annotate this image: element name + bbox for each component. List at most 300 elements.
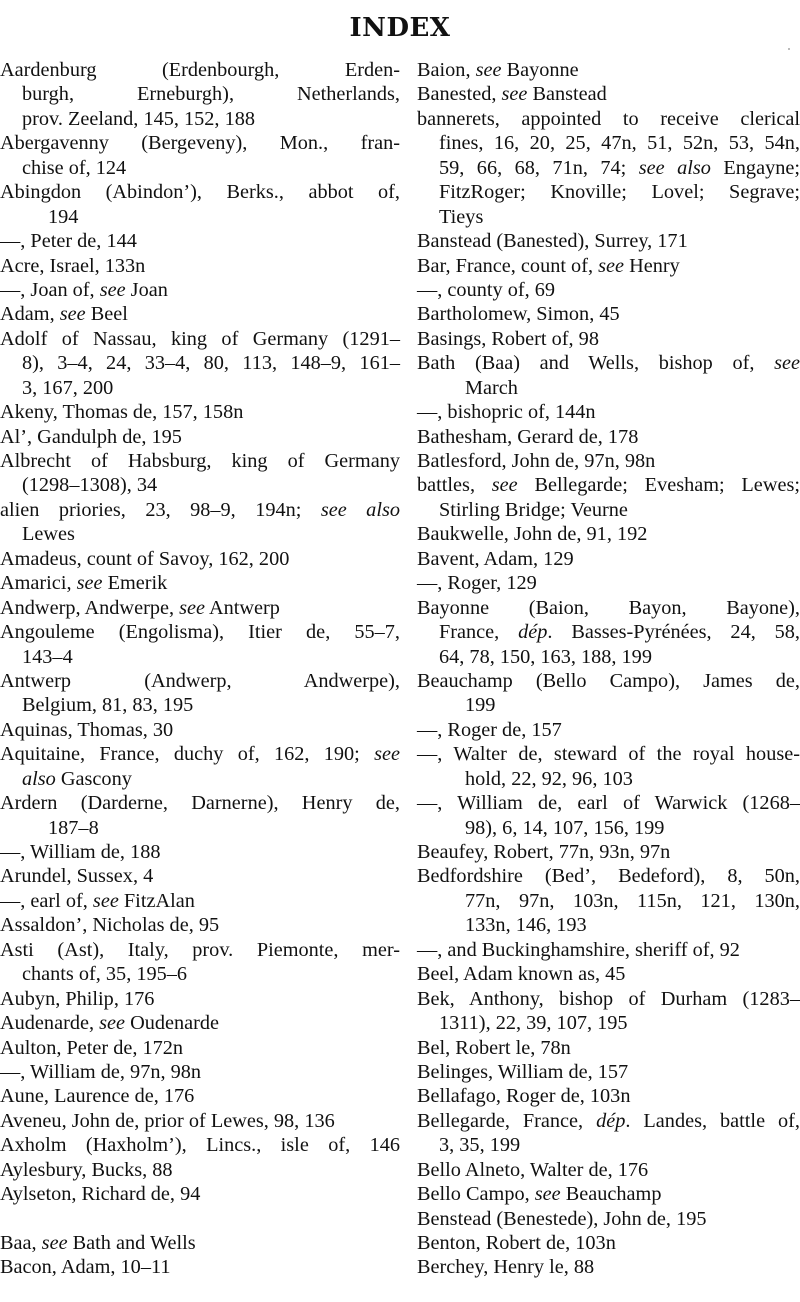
entry-text: Ardern (Darderne, Darnerne), Henry de, (0, 792, 400, 815)
entry-text: Bartholomew, Simon, 45 (417, 303, 620, 326)
index-entry-line (417, 425, 800, 449)
entry-text: 64, 78, 150, 163, 188, 199 (439, 645, 652, 668)
index-entry (0, 864, 400, 888)
index-entry-line (417, 522, 800, 546)
index-entry-line (417, 473, 800, 497)
index-entry (0, 1084, 400, 1108)
index-entry-line (0, 718, 400, 742)
index-entry-continuation (417, 1011, 800, 1035)
index-entry-line (0, 449, 400, 473)
index-entry (417, 718, 800, 742)
index-entry (417, 327, 800, 351)
index-entry (417, 571, 800, 595)
index-entry (0, 620, 400, 669)
index-entry-line (417, 1255, 800, 1279)
index-entry (417, 1182, 800, 1206)
index-entry-line (0, 938, 400, 962)
index-entry-continuation (417, 816, 800, 840)
index-entry-continuation (417, 645, 800, 669)
index-entry (417, 547, 800, 571)
index-entry-line (0, 1133, 400, 1157)
entry-text: burgh, Erneburgh), Netherlands, (22, 83, 400, 106)
index-entry (0, 596, 400, 620)
entry-text: —, Peter de, 144 (0, 230, 137, 253)
entry-text: Bacon, Adam, 10–11 (0, 1256, 171, 1279)
letter-section-gap (0, 1207, 400, 1231)
index-entry-line (417, 278, 800, 302)
index-entry (0, 229, 400, 253)
index-entry-line (0, 498, 400, 522)
cross-reference-label: see (491, 474, 518, 497)
index-entry-continuation (0, 693, 400, 717)
entry-text: Bek, Anthony, bishop of Durham (1283– (417, 987, 800, 1010)
cross-reference-label: see (99, 278, 126, 301)
entry-text: 59, 66, 68, 71n, 74; (439, 156, 639, 179)
entry-text: Arundel, Sussex, 4 (0, 865, 154, 888)
index-entry-line (0, 864, 400, 888)
index-entry (0, 425, 400, 449)
index-entry-continuation (0, 107, 400, 131)
index-entry-line (0, 596, 400, 620)
cross-reference-label: see (179, 596, 206, 619)
index-entry (0, 180, 400, 229)
cross-reference-label: see also (320, 498, 400, 521)
entry-text: Assaldon’, Nicholas de, 95 (0, 914, 220, 937)
cross-reference-target: Gascony (55, 767, 132, 790)
cross-reference-target: Bellegarde; Evesham; Lewes; (517, 474, 800, 497)
cross-reference-target: . Basses-Pyrénées, 24, 58, (547, 621, 800, 644)
entry-text: Baa, (0, 1232, 42, 1254)
entry-text: Bath (Baa) and Wells, bishop of, (417, 352, 775, 375)
index-entry-line (417, 718, 800, 742)
cross-reference-label: also (22, 767, 56, 790)
entry-text: Audenarde, (0, 1012, 100, 1035)
index-entry-continuation (417, 180, 800, 204)
index-entry-line (417, 547, 800, 571)
entry-text: Banested, (417, 83, 502, 106)
page-title: INDEX (349, 13, 451, 44)
index-entry-continuation (0, 522, 400, 546)
cross-reference-label: see (475, 59, 502, 81)
entry-text: Akeny, Thomas de, 157, 158n (0, 401, 244, 424)
index-entry (417, 302, 800, 326)
index-entry-continuation (0, 962, 400, 986)
index-entry (0, 400, 400, 424)
index-entry (0, 302, 400, 326)
index-entry-continuation (417, 767, 800, 791)
index-entry-line (417, 107, 800, 131)
cross-reference-target: Engayne; (710, 156, 800, 179)
entry-text: Amadeus, count of Savoy, 162, 200 (0, 547, 290, 570)
entry-text: Asti (Ast), Italy, prov. Piemonte, mer- (0, 938, 400, 961)
index-entry-line (417, 1182, 800, 1206)
index-entry (0, 449, 400, 498)
entry-text: Belinges, William de, 157 (417, 1060, 629, 1083)
cross-reference-target: Beauchamp (560, 1183, 662, 1206)
index-entry (0, 742, 400, 791)
index-entry-line (0, 742, 400, 766)
index-entry (417, 449, 800, 473)
entry-text: Beauchamp (Bello Campo), James de, (417, 669, 800, 692)
index-entry (0, 547, 400, 571)
cross-reference-target: Henry (624, 254, 680, 277)
index-entry-continuation (417, 131, 800, 155)
cross-reference-target: FitzAlan (118, 889, 195, 912)
entry-text: Antwerp (Andwerp, Andwerpe), (0, 669, 400, 692)
cross-reference-label: see (59, 303, 86, 326)
entry-text: fines, 16, 20, 25, 47n, 51, 52n, 53, 54n, (439, 132, 800, 155)
index-entry-line (417, 596, 800, 620)
index-entry-line (0, 889, 400, 913)
index-entry-continuation (417, 498, 800, 522)
entry-text: —, William de, 188 (0, 841, 161, 863)
entry-text: Basings, Robert of, 98 (417, 327, 599, 350)
index-entry (417, 425, 800, 449)
cross-reference-label: see (774, 352, 800, 375)
index-entry (417, 522, 800, 546)
index-entry-line (0, 278, 400, 302)
index-entry (417, 1084, 800, 1108)
index-entry-line (0, 302, 400, 326)
index-entry-continuation (0, 156, 400, 180)
entry-text: Aune, Laurence de, 176 (0, 1085, 195, 1108)
index-entry-line (417, 1060, 800, 1084)
entry-text: 8), 3–4, 24, 33–4, 80, 113, 148–9, 161– (22, 352, 400, 375)
index-entry-line (417, 962, 800, 986)
entry-text: Abergavenny (Bergeveny), Mon., fran- (0, 132, 400, 155)
entry-text: Stirling Bridge; Veurne (439, 498, 628, 521)
index-entry-continuation (0, 205, 400, 229)
index-entry-line (417, 1036, 800, 1060)
index-entry-line (0, 1084, 400, 1108)
cross-reference-label: see (501, 83, 528, 106)
entry-text: Benton, Robert de, 103n (417, 1232, 616, 1254)
cross-reference-target: Emerik (102, 572, 168, 595)
index-entry-continuation (0, 473, 400, 497)
index-entry-continuation (417, 205, 800, 229)
cross-reference-label: see (92, 889, 119, 912)
index-entry-line (0, 547, 400, 571)
index-entry (417, 278, 800, 302)
index-entry-line (0, 913, 400, 937)
entry-text: (1298–1308), 34 (22, 474, 158, 497)
index-entry-line (0, 1109, 400, 1133)
entry-text: Aveneu, John de, prior of Lewes, 98, 136 (0, 1109, 335, 1132)
index-entry (0, 58, 400, 131)
index-entry-line (0, 229, 400, 253)
index-entry (0, 1182, 400, 1206)
entry-text: —, county of, 69 (417, 278, 556, 301)
index-entry-line (417, 302, 800, 326)
cross-reference-target: Banstead (527, 83, 607, 106)
index-entry-line (0, 400, 400, 424)
entry-text: Bellegarde, France, (417, 1109, 597, 1132)
index-entry-line (417, 449, 800, 473)
index-entry-line (0, 840, 400, 864)
index-entry-line (417, 351, 800, 375)
cross-reference-target: Beel (85, 303, 128, 326)
index-entry-line (0, 987, 400, 1011)
entry-text: 143–4 (22, 645, 73, 668)
index-entry (417, 938, 800, 962)
entry-text: Bayonne (Baion, Bayon, Bayone), (417, 596, 800, 619)
index-entry-line (417, 1207, 800, 1231)
entry-text: Tieys (439, 205, 484, 228)
entry-text: alien priories, 23, 98–9, 194n; (0, 498, 321, 521)
entry-text: Benstead (Benestede), John de, 195 (417, 1207, 707, 1230)
entry-text: Albrecht of Habsburg, king of Germany (0, 450, 400, 472)
cross-reference-label: see also (638, 156, 711, 179)
entry-text: Aquinas, Thomas, 30 (0, 718, 174, 741)
index-entry-line (0, 1036, 400, 1060)
cross-reference-label: see (534, 1183, 561, 1206)
index-entry (0, 1011, 400, 1035)
index-entry (417, 473, 800, 522)
entry-text: 199 (465, 694, 496, 717)
index-entry-continuation (0, 82, 400, 106)
index-entry (417, 58, 800, 82)
entry-text: Bellafago, Roger de, 103n (417, 1085, 631, 1108)
index-entry-line (417, 864, 800, 888)
index-entry (417, 107, 800, 229)
index-entry-continuation (0, 816, 400, 840)
index-entry-line (0, 791, 400, 815)
entry-text: 98), 6, 14, 107, 156, 199 (465, 816, 665, 839)
entry-text: Axholm (Haxholm’), Lincs., isle of, 146 (0, 1134, 400, 1157)
index-entry-continuation (0, 767, 400, 791)
entry-text: Aquitaine, France, duchy of, 162, 190; (0, 743, 375, 766)
index-entry (417, 1036, 800, 1060)
index-entry-line (0, 425, 400, 449)
index-entry (0, 1060, 400, 1084)
cross-reference-target: Bayonne (501, 59, 579, 81)
entry-text: —, William de, 97n, 98n (0, 1060, 202, 1083)
index-entry-continuation (0, 376, 400, 400)
entry-text: Batlesford, John de, 97n, 98n (417, 450, 656, 472)
index-entry (417, 1255, 800, 1279)
entry-text: Adolf of Nassau, king of Germany (1291– (0, 327, 400, 350)
index-entry (0, 1133, 400, 1157)
entry-text: Banstead (Banested), Surrey, 171 (417, 230, 688, 253)
entry-text: battles, (417, 474, 492, 497)
index-entry (0, 889, 400, 913)
entry-text: Bel, Robert le, 78n (417, 1036, 571, 1059)
index-entry-line (417, 791, 800, 815)
index-entry (417, 1207, 800, 1231)
index-entry-continuation (0, 645, 400, 669)
index-entry-continuation (417, 1133, 800, 1157)
index-entry-line (417, 840, 800, 864)
entry-text: chise of, 124 (22, 156, 127, 179)
index-entry (417, 229, 800, 253)
index-entry-continuation (417, 620, 800, 644)
index-entry (0, 1036, 400, 1060)
cross-reference-label: see (76, 572, 103, 595)
index-entry (0, 254, 400, 278)
cross-reference-target: . Landes, battle of, (625, 1109, 800, 1132)
index-entry-continuation (417, 693, 800, 717)
index-column-right (417, 58, 800, 1280)
entry-text: Baukwelle, John de, 91, 192 (417, 523, 648, 546)
index-entry-line (417, 571, 800, 595)
entry-text: Bello Alneto, Walter de, 176 (417, 1158, 649, 1181)
index-entry (417, 791, 800, 840)
entry-text: Amarici, (0, 572, 77, 595)
entry-text: France, (439, 621, 519, 644)
index-entry-line (417, 1109, 800, 1133)
entry-text: Aylseton, Richard de, 94 (0, 1183, 201, 1206)
entry-text: —, Roger, 129 (417, 572, 537, 595)
entry-text: Andwerp, Andwerpe, (0, 596, 180, 619)
entry-text: Al’, Gandulph de, 195 (0, 425, 182, 448)
index-entry-line (0, 1231, 400, 1255)
entry-text: hold, 22, 92, 96, 103 (465, 767, 633, 790)
index-entry (417, 82, 800, 106)
index-entry-line (417, 1231, 800, 1255)
index-entry (0, 498, 400, 547)
index-entry (0, 327, 400, 400)
index-entry (0, 571, 400, 595)
entry-text: Beel, Adam known as, 45 (417, 963, 626, 986)
entry-text: Lewes (22, 523, 75, 546)
cross-reference-label: see (374, 743, 400, 766)
index-entry-line (0, 1060, 400, 1084)
index-entry (417, 1060, 800, 1084)
cross-reference-target: Joan (125, 278, 168, 301)
index-entry-line (417, 669, 800, 693)
index-entry (0, 718, 400, 742)
scan-speck (788, 48, 790, 50)
index-entry-line (417, 1084, 800, 1108)
cross-reference-label: see (598, 254, 625, 277)
entry-text: —, and Buckinghamshire, sheriff of, 92 (417, 938, 740, 961)
entry-text: Abingdon (Abindon’), Berks., abbot of, (0, 181, 400, 204)
index-entry-line (0, 571, 400, 595)
entry-text: Aulton, Peter de, 172n (0, 1036, 184, 1059)
index-entry-line (0, 669, 400, 693)
index-entry (417, 351, 800, 400)
index-entry-line (417, 254, 800, 278)
index-entry-line (0, 1011, 400, 1035)
entry-text: Adam, (0, 303, 60, 326)
index-entry (417, 400, 800, 424)
cross-reference-target: Oudenarde (125, 1012, 220, 1035)
entry-text: —, Walter de, steward of the royal house- (417, 743, 800, 766)
index-entry-line (0, 180, 400, 204)
index-entry (0, 1109, 400, 1133)
entry-text: Baion, (417, 59, 476, 81)
index-entry-continuation (0, 351, 400, 375)
entry-text: prov. Zeeland, 145, 152, 188 (22, 107, 255, 130)
index-entry-line (0, 620, 400, 644)
index-entry-continuation (417, 913, 800, 937)
entry-text: —, earl of, (0, 889, 93, 912)
entry-text: bannerets, appointed to receive clerical (417, 107, 800, 130)
entry-text: Bavent, Adam, 129 (417, 547, 574, 570)
index-entry (0, 278, 400, 302)
entry-text: 133n, 146, 193 (465, 914, 587, 937)
index-entry-line (417, 327, 800, 351)
index-entry (0, 1231, 400, 1255)
entry-text: Aylesbury, Bucks, 88 (0, 1158, 173, 1181)
index-entry-line (0, 254, 400, 278)
index-entry (417, 962, 800, 986)
index-entry (0, 131, 400, 180)
index-entry (417, 864, 800, 937)
entry-text: March (465, 376, 518, 399)
index-entry (417, 596, 800, 669)
index-entry (417, 1158, 800, 1182)
index-entry-line (417, 1158, 800, 1182)
index-entry-line (0, 1255, 400, 1279)
entry-text: 3, 35, 199 (439, 1134, 521, 1157)
index-entry (417, 254, 800, 278)
entry-text: Berchey, Henry le, 88 (417, 1256, 595, 1279)
entry-text: —, Joan of, (0, 278, 100, 301)
entry-text: Bar, France, count of, (417, 254, 599, 277)
index-entry (0, 1255, 400, 1279)
index-entry (417, 840, 800, 864)
cross-reference-label: dép (596, 1109, 626, 1132)
cross-reference-label: see (41, 1232, 68, 1254)
index-entry-line (417, 938, 800, 962)
index-entry (0, 987, 400, 1011)
index-entry (417, 1231, 800, 1255)
index-entry (0, 1158, 400, 1182)
cross-reference-label: dép (518, 621, 548, 644)
index-entry (417, 987, 800, 1036)
index-entry-line (417, 229, 800, 253)
index-column-left (0, 58, 400, 1280)
entry-text: Aubyn, Philip, 176 (0, 987, 155, 1010)
entry-text: Acre, Israel, 133n (0, 254, 146, 277)
index-entry-line (0, 58, 400, 82)
index-entry-line (0, 1182, 400, 1206)
entry-text: FitzRoger; Knoville; Lovel; Segrave; (439, 181, 800, 204)
entry-text: Belgium, 81, 83, 195 (22, 694, 194, 717)
index-entry (0, 791, 400, 840)
index-entry-line (0, 327, 400, 351)
index-entry-continuation (417, 156, 800, 180)
index-entry-continuation (417, 376, 800, 400)
entry-text: 187–8 (48, 816, 99, 839)
index-entry-line (417, 82, 800, 106)
entry-text: —, William de, earl of Warwick (1268– (417, 792, 800, 815)
entry-text: Angouleme (Engolisma), Itier de, 55–7, (0, 621, 400, 644)
entry-text: 3, 167, 200 (22, 376, 114, 399)
index-entry (0, 938, 400, 987)
cross-reference-target: Bath and Wells (67, 1232, 196, 1254)
cross-reference-label: see (99, 1012, 126, 1035)
entry-text: Bathesham, Gerard de, 178 (417, 425, 639, 448)
entry-text: 1311), 22, 39, 107, 195 (439, 1012, 628, 1035)
index-entry (0, 913, 400, 937)
entry-text: Bedfordshire (Bed’, Bedeford), 8, 50n, (417, 865, 800, 888)
index-entry (0, 840, 400, 864)
entry-text: —, bishopric of, 144n (417, 401, 596, 424)
cross-reference-target: Antwerp (205, 596, 280, 619)
index-entry (417, 669, 800, 718)
index-entry (417, 1109, 800, 1158)
entry-text: 194 (48, 205, 79, 228)
index-entry-line (417, 742, 800, 766)
entry-text: Aardenburg (Erdenbourgh, Erden- (0, 59, 400, 81)
index-entry-line (417, 400, 800, 424)
index-entry-line (417, 58, 800, 82)
index-entry-continuation (417, 889, 800, 913)
index-entry (0, 669, 400, 718)
entry-text: —, Roger de, 157 (417, 718, 562, 741)
